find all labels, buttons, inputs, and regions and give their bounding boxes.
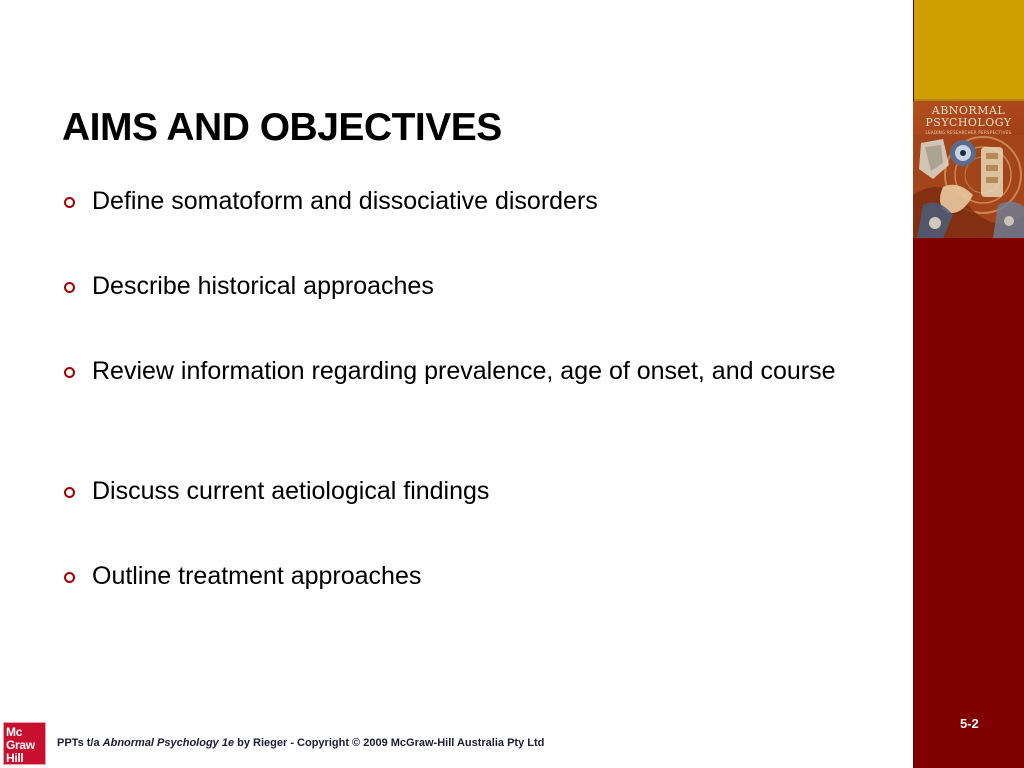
objective-text: Discuss current aetiological findings — [92, 477, 490, 505]
side-bar-gold-band — [914, 0, 1024, 99]
page-number: 5-2 — [960, 716, 979, 731]
logo-line1: Mc — [6, 725, 23, 739]
book-cover-title — [913, 105, 1024, 129]
logo-line3: Hill — [6, 751, 24, 765]
book-cover-image — [913, 101, 1024, 238]
footer-prefix: PPTs t/a — [57, 737, 103, 749]
book-cover-subtitle: LEADING RESEARCHER PERSPECTIVES — [925, 130, 1012, 135]
hollow-circle-bullet-icon — [64, 197, 75, 208]
slide-title: AIMS AND OBJECTIVES — [62, 106, 502, 149]
hollow-circle-bullet-icon — [64, 367, 75, 378]
hollow-circle-bullet-icon — [64, 572, 75, 583]
book-cover-artwork — [913, 135, 1024, 238]
book-cover-title-line1: ABNORMAL — [931, 104, 1006, 117]
mcgraw-hill-logo-icon — [3, 722, 46, 765]
book-cover-title-line2: PSYCHOLOGY — [925, 116, 1012, 129]
objective-text: Define somatoform and dissociative disorders — [92, 187, 598, 215]
objective-text: Describe historical approaches — [92, 272, 434, 300]
footer-book-title: Abnormal Psychology 1e — [102, 737, 235, 749]
hollow-circle-bullet-icon — [64, 282, 75, 293]
copyright-footer — [57, 737, 544, 749]
objective-text: Outline treatment approaches — [92, 562, 422, 590]
objective-text: Review information regarding prevalence, age of onset, and course — [92, 357, 836, 385]
hollow-circle-bullet-icon — [64, 487, 75, 498]
footer-suffix: by Rieger - Copyright © 2009 McGraw-Hill Australia Pty Ltd — [234, 737, 545, 749]
logo-line2: Graw — [6, 738, 35, 752]
